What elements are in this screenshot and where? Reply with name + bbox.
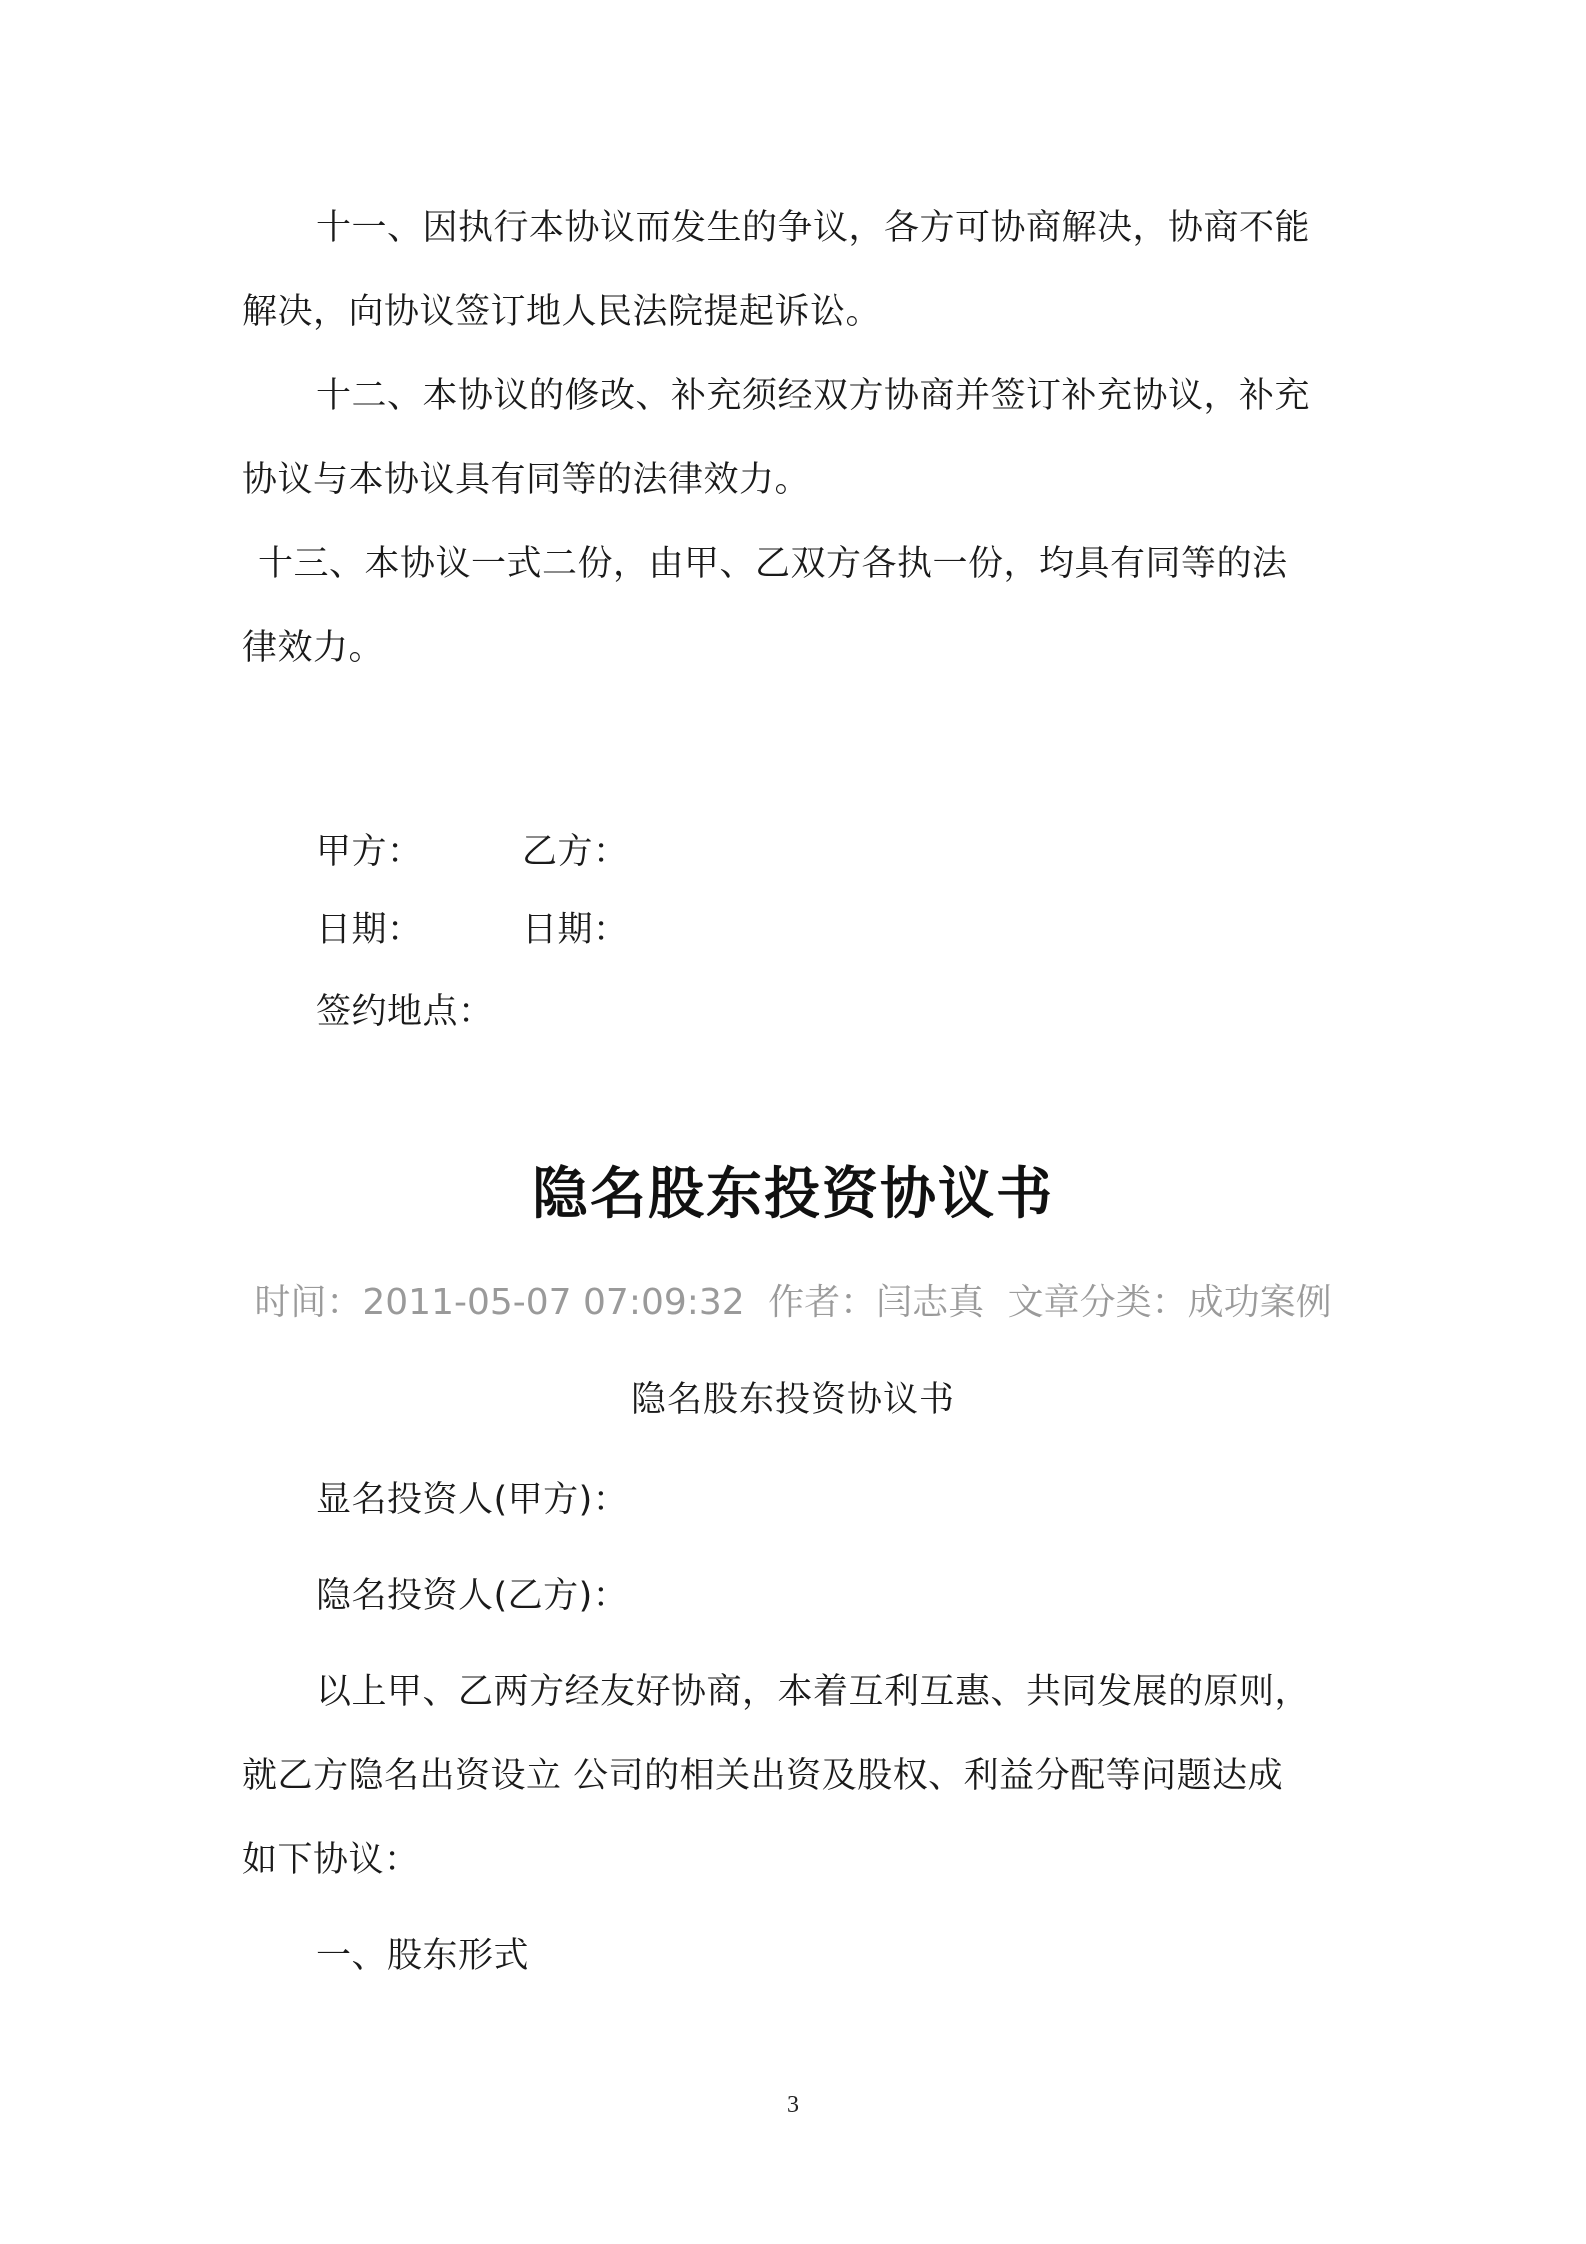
clause-12-line-2: 协议与本协议具有同等的法律效力。 <box>242 460 811 500</box>
page-number: 3 <box>787 2092 799 2118</box>
intro-line-3: 如下协议： <box>242 1840 420 1880</box>
article-meta <box>0 1280 1586 1326</box>
investor-a: 显名投资人(甲方)： <box>316 1480 629 1520</box>
article-title: 隐名股东投资协议书 <box>532 1162 1054 1227</box>
meta-author: 作者：闫志真 <box>768 1282 985 1323</box>
signing-location: 签约地点： <box>316 992 494 1032</box>
party-a-signature: 甲方： <box>316 832 423 872</box>
intro-line-1: 以上甲、乙两方经友好协商，本着互利互惠、共同发展的原则， <box>316 1672 1311 1712</box>
section-1-heading: 一、股东形式 <box>316 1936 530 1976</box>
clause-13-line-1: 十三、本协议一式二份，由甲、乙双方各执一份，均具有同等的法 <box>258 544 1288 584</box>
clause-13-line-2: 律效力。 <box>242 628 385 668</box>
article-subtitle: 隐名股东投资协议书 <box>630 1380 955 1420</box>
party-b-date: 日期： <box>522 910 629 950</box>
clause-11-line-1: 十一、因执行本协议而发生的争议，各方可协商解决，协商不能 <box>316 208 1311 248</box>
clause-12-line-1: 十二、本协议的修改、补充须经双方协商并签订补充协议，补充 <box>316 376 1311 416</box>
intro-line-2: 就乙方隐名出资设立 公司的相关出资及股权、利益分配等问题达成 <box>242 1756 1284 1796</box>
party-a-date: 日期： <box>316 910 423 950</box>
meta-category: 文章分类：成功案例 <box>1007 1282 1332 1323</box>
investor-b: 隐名投资人(乙方)： <box>316 1576 629 1616</box>
party-b-signature: 乙方： <box>522 832 629 872</box>
meta-time: 时间：2011-05-07 07:09:32 <box>254 1282 745 1323</box>
clause-11-line-2: 解决，向协议签订地人民法院提起诉讼。 <box>242 292 882 332</box>
